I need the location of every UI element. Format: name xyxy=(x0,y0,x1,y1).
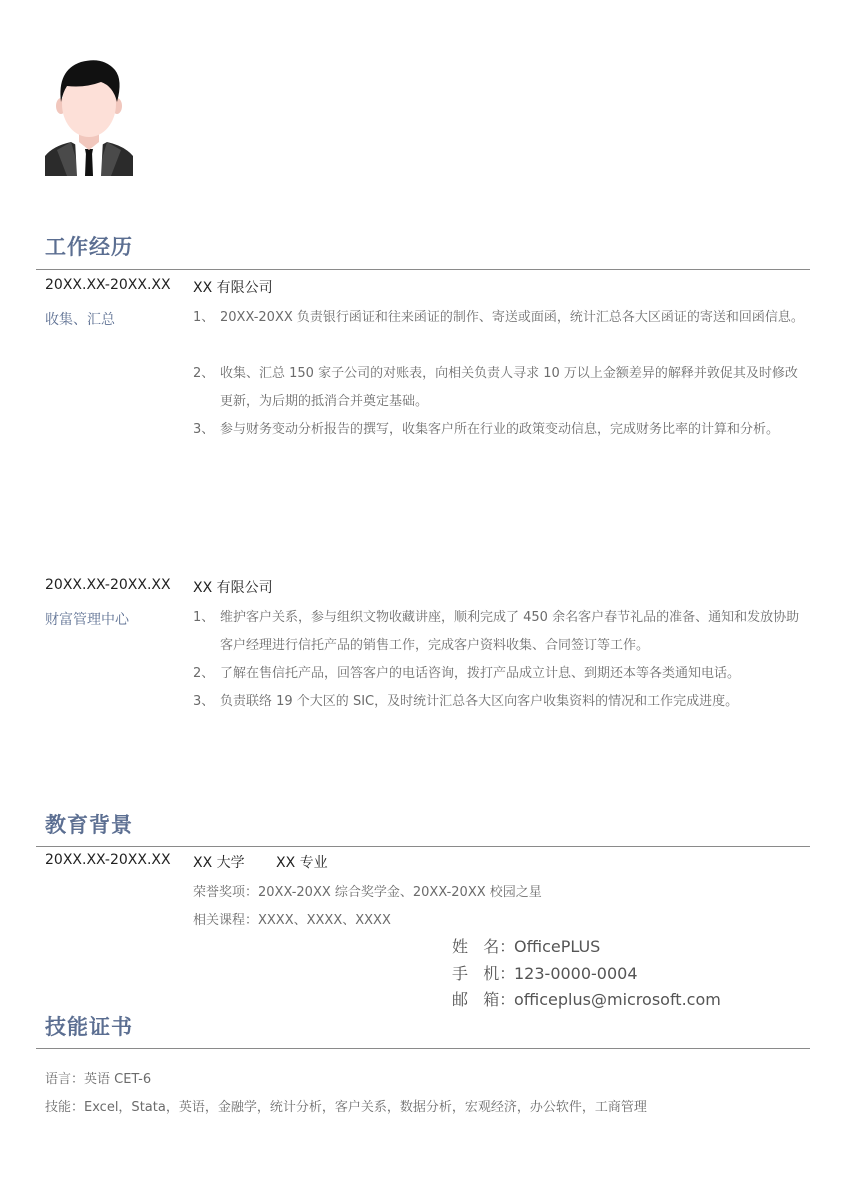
job-2-company: XX 有限公司 xyxy=(193,580,273,596)
duty-text: 20XX-20XX 负责银行函证和往来函证的制作、寄送或面函，统计汇总各大区函证的寄送和回函信息。 xyxy=(220,310,804,325)
education-section-divider xyxy=(36,846,810,847)
job-2-role: 财富管理中心 xyxy=(45,612,129,628)
contact-phone xyxy=(452,961,638,984)
skills-section-divider xyxy=(36,1048,810,1049)
contact-name-label: 姓 名： xyxy=(452,937,516,956)
contact-email-value: officeplus@microsoft.com xyxy=(514,990,721,1009)
work-section-divider xyxy=(36,269,810,270)
duty-text: 参与财务变动分析报告的撰写，收集客户所在行业的政策变动信息，完成财务比率的计算和分析。 xyxy=(220,422,780,437)
duty-text: 了解在售信托产品，回答客户的电话咨询，拨打产品成立计息、到期还本等各类通知电话。 xyxy=(220,666,741,681)
contact-name-value: OfficePLUS xyxy=(514,937,601,956)
job-2-duty-1 xyxy=(193,604,805,660)
duty-number: 2、 xyxy=(193,366,215,381)
contact-phone-value: 123-0000-0004 xyxy=(514,964,638,983)
avatar xyxy=(45,56,133,176)
skills-section-title: 技能证书 xyxy=(45,1015,133,1039)
duty-text: 维护客户关系，参与组织文物收藏讲座，顺利完成了 450 余名客户春节礼品的准备、通知和发放协助客户经理进行信托产品的销售工作，完成客户资料收集、合同签订等工作。 xyxy=(220,610,800,653)
education-section-title: 教育背景 xyxy=(45,813,133,837)
contact-name xyxy=(452,934,600,957)
job-1-role: 收集、汇总 xyxy=(45,312,115,328)
contact-email-label: 邮 箱： xyxy=(452,990,516,1009)
job-2-date: 20XX.XX-20XX.XX xyxy=(45,577,171,593)
job-1-duty-2 xyxy=(193,360,805,416)
duty-number: 1、 xyxy=(193,610,215,625)
duty-number: 3、 xyxy=(193,422,215,437)
duty-number: 2、 xyxy=(193,666,215,681)
education-school: XX 大学 xyxy=(193,855,245,871)
education-honors: 荣誉奖项：20XX-20XX 综合奖学金、20XX-20XX 校园之星 xyxy=(193,885,542,900)
duty-number: 1、 xyxy=(193,310,215,325)
job-1-duty-1 xyxy=(193,304,805,332)
contact-phone-label: 手 机： xyxy=(452,964,516,983)
education-major: XX 专业 xyxy=(276,855,328,871)
job-2-duty-3 xyxy=(193,688,805,716)
education-date: 20XX.XX-20XX.XX xyxy=(45,852,171,868)
work-section-title: 工作经历 xyxy=(45,235,133,259)
contact-email xyxy=(452,987,721,1010)
education-courses: 相关课程：XXXX、XXXX、XXXX xyxy=(193,913,391,928)
skills-abilities: 技能：Excel，Stata，英语，金融学，统计分析，客户关系，数据分析，宏观经济，办公软件，工商管理 xyxy=(45,1100,647,1115)
duty-number: 3、 xyxy=(193,694,215,709)
job-2-duty-2 xyxy=(193,660,805,688)
job-1-duty-3 xyxy=(193,416,805,444)
duty-text: 收集、汇总 150 家子公司的对账表，向相关负责人寻求 10 万以上金额差异的解释并敦促其及时修改更新，为后期的抵消合并奠定基础。 xyxy=(220,366,798,409)
job-1-company: XX 有限公司 xyxy=(193,280,273,296)
skills-language: 语言：英语 CET-6 xyxy=(45,1072,152,1087)
duty-text: 负责联络 19 个大区的 SIC，及时统计汇总各大区向客户收集资料的情况和工作完成进度。 xyxy=(220,694,739,709)
job-1-date: 20XX.XX-20XX.XX xyxy=(45,277,171,293)
